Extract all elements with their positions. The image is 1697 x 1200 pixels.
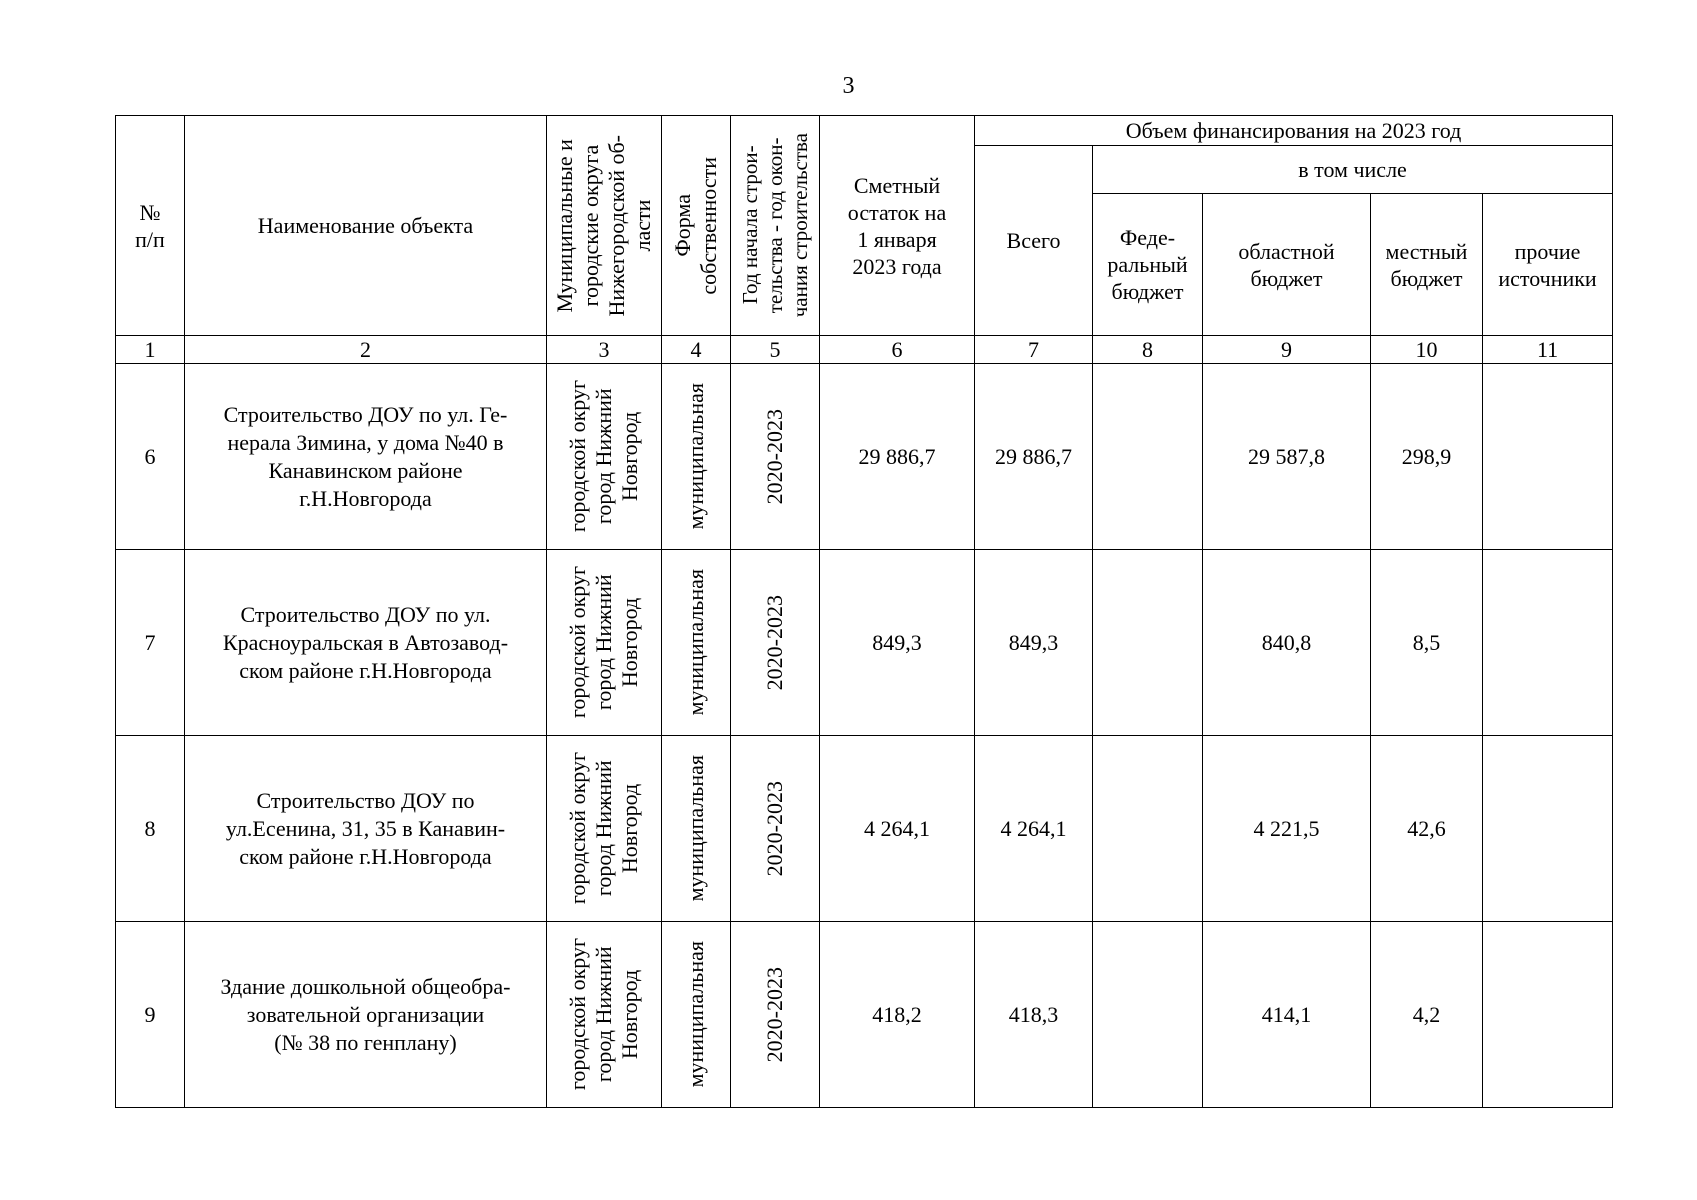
column-number: 4 [662,336,731,364]
cell-municipal: городской округ город Нижний Новгород [547,736,662,922]
column-number: 8 [1093,336,1203,364]
cell-local: 4,2 [1371,922,1483,1108]
cell-federal [1093,550,1203,736]
cell-name: Строительство ДОУ по ул.Есенина, 31, 35 в Канавин- ском районе г.Н.Новгорода [185,736,547,922]
header-cell-including: в том числе [1093,146,1613,194]
cell-federal [1093,364,1203,550]
cell-local: 298,9 [1371,364,1483,550]
column-number: 5 [731,336,820,364]
table-row [116,364,1613,550]
cell-no: 6 [116,364,185,550]
cell-ownership: муниципальная [662,736,731,922]
cell-ownership: муниципальная [662,550,731,736]
table-row [116,550,1613,736]
cell-regional: 29 587,8 [1203,364,1371,550]
header-cell-regional: областной бюджет [1203,194,1371,336]
cell-balance: 4 264,1 [820,736,975,922]
header-cell-municipal: Муниципальные и городские округа Нижегородской об- ласти [547,116,662,336]
column-number: 11 [1483,336,1613,364]
cell-municipal: городской округ город Нижний Новгород [547,364,662,550]
header-cell-name: Наименование объекта [185,116,547,336]
header-cell-federal: Феде- ральный бюджет [1093,194,1203,336]
cell-municipal: городской округ город Нижний Новгород [547,550,662,736]
header-cell-local: местный бюджет [1371,194,1483,336]
column-number: 6 [820,336,975,364]
cell-years: 2020-2023 [731,922,820,1108]
column-number: 10 [1371,336,1483,364]
header-cell-funding: Объем финансирования на 2023 год [975,116,1613,146]
table-row [116,736,1613,922]
cell-total: 29 886,7 [975,364,1093,550]
financing-table [115,115,1613,1108]
column-number: 2 [185,336,547,364]
header-cell-balance: Сметный остаток на 1 января 2023 года [820,116,975,336]
cell-ownership: муниципальная [662,922,731,1108]
cell-total: 849,3 [975,550,1093,736]
cell-years: 2020-2023 [731,364,820,550]
cell-municipal: городской округ город Нижний Новгород [547,922,662,1108]
cell-balance: 849,3 [820,550,975,736]
cell-name: Строительство ДОУ по ул. Красноуральская в Автозавод- ском районе г.Н.Новгорода [185,550,547,736]
header-row-1 [116,116,1613,146]
cell-no: 9 [116,922,185,1108]
column-number: 7 [975,336,1093,364]
column-number: 9 [1203,336,1371,364]
table-row [116,922,1613,1108]
cell-no: 7 [116,550,185,736]
cell-years: 2020-2023 [731,736,820,922]
cell-balance: 29 886,7 [820,364,975,550]
cell-total: 4 264,1 [975,736,1093,922]
cell-other [1483,550,1613,736]
cell-name: Строительство ДОУ по ул. Ге- нерала Зимина, у дома №40 в Канавинском районе г.Н.Новгорода [185,364,547,550]
cell-local: 42,6 [1371,736,1483,922]
cell-regional: 4 221,5 [1203,736,1371,922]
column-number-row [116,336,1613,364]
cell-total: 418,3 [975,922,1093,1108]
column-number: 3 [547,336,662,364]
cell-regional: 840,8 [1203,550,1371,736]
cell-federal [1093,922,1203,1108]
header-cell-no: № п/п [116,116,185,336]
page-number: 3 [842,73,855,99]
cell-years: 2020-2023 [731,550,820,736]
cell-balance: 418,2 [820,922,975,1108]
header-cell-other: прочие источники [1483,194,1613,336]
header-cell-ownership: Форма собственности [662,116,731,336]
cell-name: Здание дошкольной общеобра- зовательной организации (№ 38 по генплану) [185,922,547,1108]
cell-regional: 414,1 [1203,922,1371,1108]
cell-other [1483,922,1613,1108]
column-number: 1 [116,336,185,364]
header-cell-total: Всего [975,146,1093,336]
cell-federal [1093,736,1203,922]
cell-other [1483,364,1613,550]
cell-other [1483,736,1613,922]
header-cell-years: Год начала строи- тельства - год окон- чания строительства [731,116,820,336]
cell-no: 8 [116,736,185,922]
cell-ownership: муниципальная [662,364,731,550]
cell-local: 8,5 [1371,550,1483,736]
